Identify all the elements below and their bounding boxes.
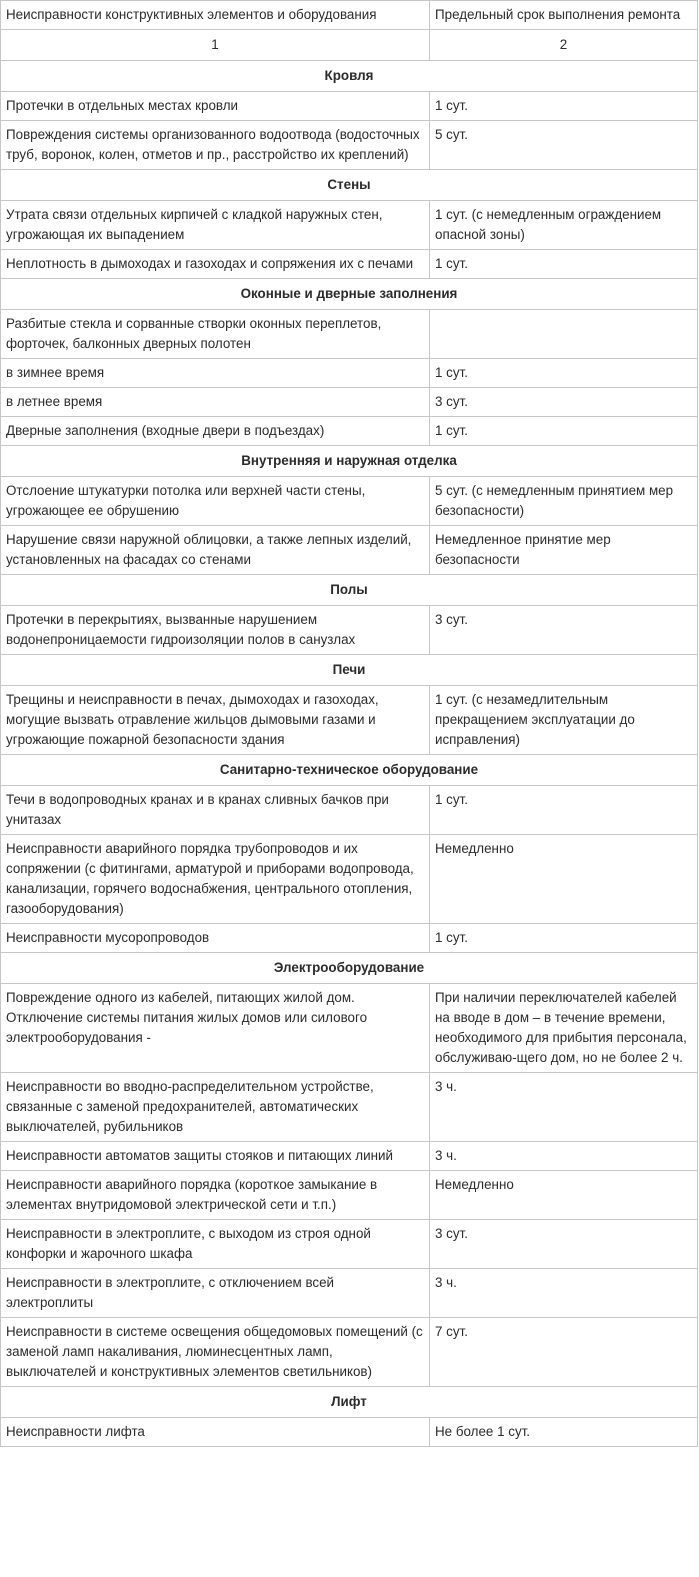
table-row bbox=[1, 92, 698, 121]
table-row bbox=[1, 984, 698, 1073]
table-row bbox=[1, 924, 698, 953]
deadline-cell: 3 ч. bbox=[430, 1073, 698, 1142]
defect-cell: Отслоение штукатурки потолка или верхней части стены, угрожающее ее обрушению bbox=[1, 477, 430, 526]
deadline-cell: Немедленно bbox=[430, 1171, 698, 1220]
section-header-row bbox=[1, 575, 698, 606]
section-header-row bbox=[1, 61, 698, 92]
deadline-cell: 3 сут. bbox=[430, 388, 698, 417]
table-row bbox=[1, 388, 698, 417]
defect-cell: Неисправности мусоропроводов bbox=[1, 924, 430, 953]
header-row bbox=[1, 1, 698, 30]
deadline-cell: 5 сут. bbox=[430, 121, 698, 170]
defect-cell: Трещины и неисправности в печах, дымоходах и газоходах, могущие вызвать отравление жильцов дымовыми газами и угрожающие пожарной безопасности здания bbox=[1, 686, 430, 755]
deadline-cell: 3 сут. bbox=[430, 606, 698, 655]
deadline-cell: 1 сут. bbox=[430, 92, 698, 121]
deadline-cell: 3 сут. bbox=[430, 1220, 698, 1269]
table-row bbox=[1, 1418, 698, 1447]
deadline-cell: 3 ч. bbox=[430, 1269, 698, 1318]
defect-cell: Протечки в отдельных местах кровли bbox=[1, 92, 430, 121]
deadline-cell: Немедленное принятие мер безопасности bbox=[430, 526, 698, 575]
table-row bbox=[1, 477, 698, 526]
deadline-cell: 1 сут. bbox=[430, 924, 698, 953]
defect-cell: Неисправности лифта bbox=[1, 1418, 430, 1447]
section-header-row bbox=[1, 755, 698, 786]
table-row bbox=[1, 1318, 698, 1387]
table-row bbox=[1, 201, 698, 250]
table-row bbox=[1, 786, 698, 835]
defect-cell: Повреждение одного из кабелей, питающих жилой дом. Отключение системы питания жилых домов или силового электрооборудования - bbox=[1, 984, 430, 1073]
defect-cell: Неисправности в электроплите, с выходом из строя одной конфорки и жарочного шкафа bbox=[1, 1220, 430, 1269]
defect-cell: Неисправности аварийного порядка трубопроводов и их сопряжении (с фитингами, арматурой и приборами водопровода, канализации, горячего водоснабжения, центрального отопления, газооборудования) bbox=[1, 835, 430, 924]
section-title: Полы bbox=[1, 575, 698, 606]
section-header-row bbox=[1, 953, 698, 984]
defect-cell: в зимнее время bbox=[1, 359, 430, 388]
section-title: Кровля bbox=[1, 61, 698, 92]
header-defects: Неисправности конструктивных элементов и оборудования bbox=[1, 1, 430, 30]
section-title: Внутренняя и наружная отделка bbox=[1, 446, 698, 477]
table-row bbox=[1, 121, 698, 170]
column-numbers-row bbox=[1, 30, 698, 61]
section-title: Печи bbox=[1, 655, 698, 686]
column-number-1: 1 bbox=[1, 30, 430, 61]
deadline-cell: 1 сут. bbox=[430, 786, 698, 835]
table-row bbox=[1, 417, 698, 446]
defect-cell: Неисправности автоматов защиты стояков и питающих линий bbox=[1, 1142, 430, 1171]
defect-cell: Неплотность в дымоходах и газоходах и сопряжения их с печами bbox=[1, 250, 430, 279]
deadline-cell: Немедленно bbox=[430, 835, 698, 924]
table-row bbox=[1, 835, 698, 924]
section-header-row bbox=[1, 446, 698, 477]
table-row bbox=[1, 1142, 698, 1171]
deadline-cell bbox=[430, 310, 698, 359]
defect-cell: Неисправности аварийного порядка (короткое замыкание в элементах внутридомовой электрической сети и т.п.) bbox=[1, 1171, 430, 1220]
table-row bbox=[1, 606, 698, 655]
table-row bbox=[1, 359, 698, 388]
deadline-cell: 5 сут. (с немедленным принятием мер безопасности) bbox=[430, 477, 698, 526]
table-row bbox=[1, 1171, 698, 1220]
defect-cell: Нарушение связи наружной облицовки, а также лепных изделий, установленных на фасадах со стенами bbox=[1, 526, 430, 575]
table-row bbox=[1, 1073, 698, 1142]
section-header-row bbox=[1, 655, 698, 686]
header-deadline: Предельный срок выполнения ремонта bbox=[430, 1, 698, 30]
deadline-cell: Не более 1 сут. bbox=[430, 1418, 698, 1447]
section-title: Оконные и дверные заполнения bbox=[1, 279, 698, 310]
defect-cell: Утрата связи отдельных кирпичей с кладкой наружных стен, угрожающая их выпадением bbox=[1, 201, 430, 250]
deadline-cell: 1 сут. bbox=[430, 359, 698, 388]
defect-cell: Дверные заполнения (входные двери в подъездах) bbox=[1, 417, 430, 446]
section-title: Стены bbox=[1, 170, 698, 201]
defect-cell: Повреждения системы организованного водоотвода (водосточных труб, воронок, колен, отметов и пр., расстройство их креплений) bbox=[1, 121, 430, 170]
deadline-cell: 1 сут. (с немедленным ограждением опасной зоны) bbox=[430, 201, 698, 250]
defect-cell: Протечки в перекрытиях, вызванные нарушением водонепроницаемости гидроизоляции полов в санузлах bbox=[1, 606, 430, 655]
table-row bbox=[1, 250, 698, 279]
section-title: Электрооборудование bbox=[1, 953, 698, 984]
section-header-row bbox=[1, 279, 698, 310]
deadline-cell: При наличии переключателей кабелей на вводе в дом – в течение времени, необходимого для прибытия персонала, обслуживаю-щего дом, но не более 2 ч. bbox=[430, 984, 698, 1073]
section-title: Санитарно-техническое оборудование bbox=[1, 755, 698, 786]
defect-cell: Неисправности в системе освещения общедомовых помещений (с заменой ламп накаливания, люминесцентных ламп, выключателей и конструктивных элементов светильников) bbox=[1, 1318, 430, 1387]
deadline-cell: 1 сут. bbox=[430, 417, 698, 446]
table-body bbox=[1, 61, 698, 1447]
table-row bbox=[1, 686, 698, 755]
table-row bbox=[1, 310, 698, 359]
deadline-cell: 7 сут. bbox=[430, 1318, 698, 1387]
defect-cell: Неисправности в электроплите, с отключением всей электроплиты bbox=[1, 1269, 430, 1318]
section-header-row bbox=[1, 170, 698, 201]
deadline-cell: 1 сут. bbox=[430, 250, 698, 279]
table-row bbox=[1, 526, 698, 575]
defect-cell: в летнее время bbox=[1, 388, 430, 417]
section-header-row bbox=[1, 1387, 698, 1418]
defect-cell: Течи в водопроводных кранах и в кранах сливных бачков при унитазах bbox=[1, 786, 430, 835]
table-row bbox=[1, 1269, 698, 1318]
deadline-cell: 3 ч. bbox=[430, 1142, 698, 1171]
deadline-cell: 1 сут. (с незамедлительным прекращением эксплуатации до исправления) bbox=[430, 686, 698, 755]
column-number-2: 2 bbox=[430, 30, 698, 61]
section-title: Лифт bbox=[1, 1387, 698, 1418]
table-row bbox=[1, 1220, 698, 1269]
defect-cell: Неисправности во вводно-распределительном устройстве, связанные с заменой предохранителей, автоматических выключателей, рубильников bbox=[1, 1073, 430, 1142]
defect-cell: Разбитые стекла и сорванные створки оконных переплетов, форточек, балконных дверных полотен bbox=[1, 310, 430, 359]
